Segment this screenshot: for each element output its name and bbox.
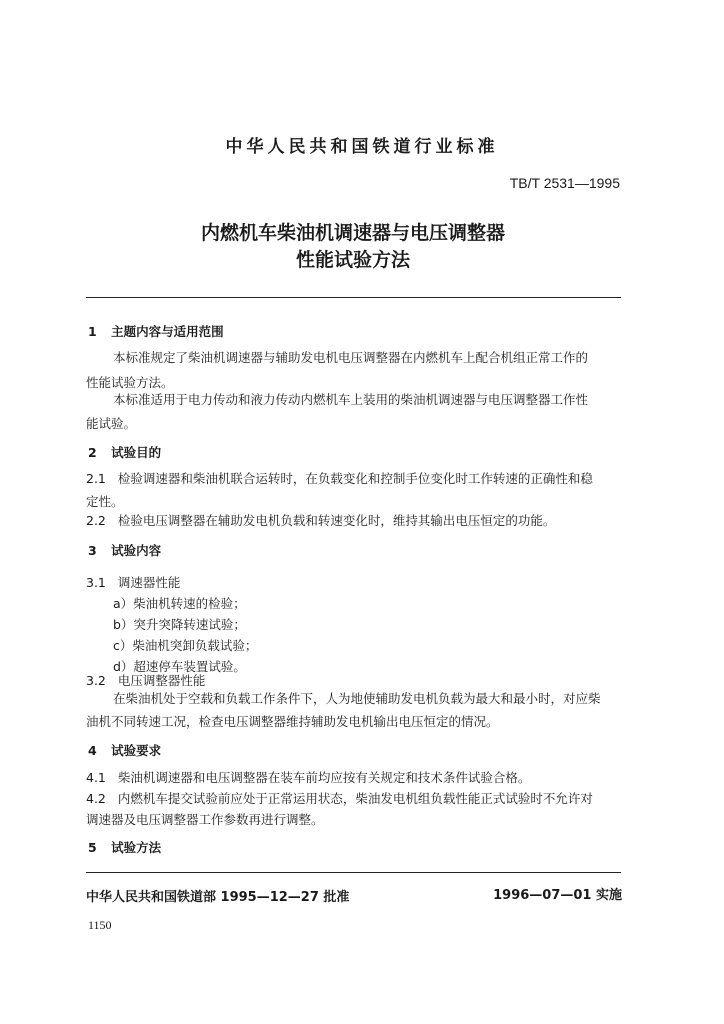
list-item: d）超速停车装置试验。 [113, 659, 246, 674]
clause-4-2 [86, 789, 593, 807]
section-title: 试验目的 [111, 445, 162, 460]
section-4-heading [88, 741, 161, 759]
clause-number: 4.2 [86, 791, 106, 806]
clause-number: 2.1 [86, 471, 106, 486]
clause-number: 4.1 [86, 770, 106, 785]
header-divider [86, 297, 621, 298]
clause-number: 2.2 [86, 513, 106, 528]
clause-2-2 [86, 511, 555, 529]
standard-org-header: 中华人民共和国铁道行业标准 [225, 137, 499, 157]
paragraph-line: 调速器及电压调整器工作参数再进行调整。 [86, 812, 324, 827]
clause-2-1 [86, 469, 593, 487]
clause-text: 检验电压调整器在辅助发电机负载和转速变化时，维持其输出电压恒定的功能。 [117, 513, 556, 528]
page-number: 1150 [88, 918, 112, 932]
section-title: 试验方法 [111, 840, 162, 855]
approval-line: 中华人民共和国铁道部 1995—12—27 批准 [86, 890, 350, 905]
section-number: 2 [88, 445, 97, 460]
clause-text: 内燃机车提交试验前应处于正常运用状态，柴油发电机组负载性能正式试验时不允许对 [117, 791, 593, 806]
section-3-heading [88, 541, 161, 559]
clause-text: 柴油机调速器和电压调整器在装车前均应按有关规定和技术条件试验合格。 [117, 770, 531, 785]
section-title: 试验内容 [111, 543, 162, 558]
paragraph-line: 在柴油机处于空载和负载工作条件下，人为地使辅助发电机负载为最大和最小时，对应柴 [113, 691, 601, 706]
section-title: 试验要求 [111, 743, 162, 758]
footer-divider [86, 872, 621, 873]
clause-3-2 [86, 671, 205, 689]
paragraph-line: 定性。 [86, 494, 124, 509]
paragraph-line: 油机不同转速工况，检查电压调整器维持辅助发电机输出电压恒定的情况。 [86, 714, 499, 729]
paragraph-line: 能试验。 [86, 416, 137, 431]
clause-4-1 [86, 768, 530, 786]
section-number: 1 [88, 324, 97, 339]
section-2-heading [88, 443, 161, 461]
list-item: b）突升突降转速试验； [113, 617, 246, 632]
clause-number: 3.2 [86, 673, 106, 688]
clause-text: 调速器性能 [117, 575, 181, 590]
section-title: 主题内容与适用范围 [111, 324, 224, 339]
section-number: 4 [88, 743, 97, 758]
section-5-heading [88, 838, 161, 856]
standard-code: TB/T 2531—1995 [509, 175, 620, 191]
paragraph-line: 本标准规定了柴油机调速器与辅助发电机电压调整器在内燃机车上配合机组正常工作的 [113, 350, 589, 365]
clause-number: 3.1 [86, 575, 106, 590]
paragraph-line: 性能试验方法。 [86, 375, 174, 390]
clause-3-1 [86, 573, 180, 591]
clause-text: 电压调整器性能 [117, 673, 206, 688]
document-title-line2: 性能试验方法 [295, 249, 410, 271]
list-item: a）柴油机转速的检验； [113, 596, 246, 611]
list-item: c）柴油机突卸负载试验； [113, 638, 258, 653]
section-number: 5 [88, 840, 97, 855]
clause-text: 检验调速器和柴油机联合运转时，在负载变化和控制手位变化时工作转速的正确性和稳 [117, 471, 593, 486]
paragraph-line: 本标准适用于电力传动和液力传动内燃机车上装用的柴油机调速器与电压调整器工作性 [113, 392, 589, 407]
section-number: 3 [88, 543, 97, 558]
effective-date: 1996—07—01 实施 [493, 888, 622, 903]
section-1-heading [88, 322, 224, 340]
document-title-line1: 内燃机车柴油机调速器与电压调整器 [200, 222, 505, 244]
